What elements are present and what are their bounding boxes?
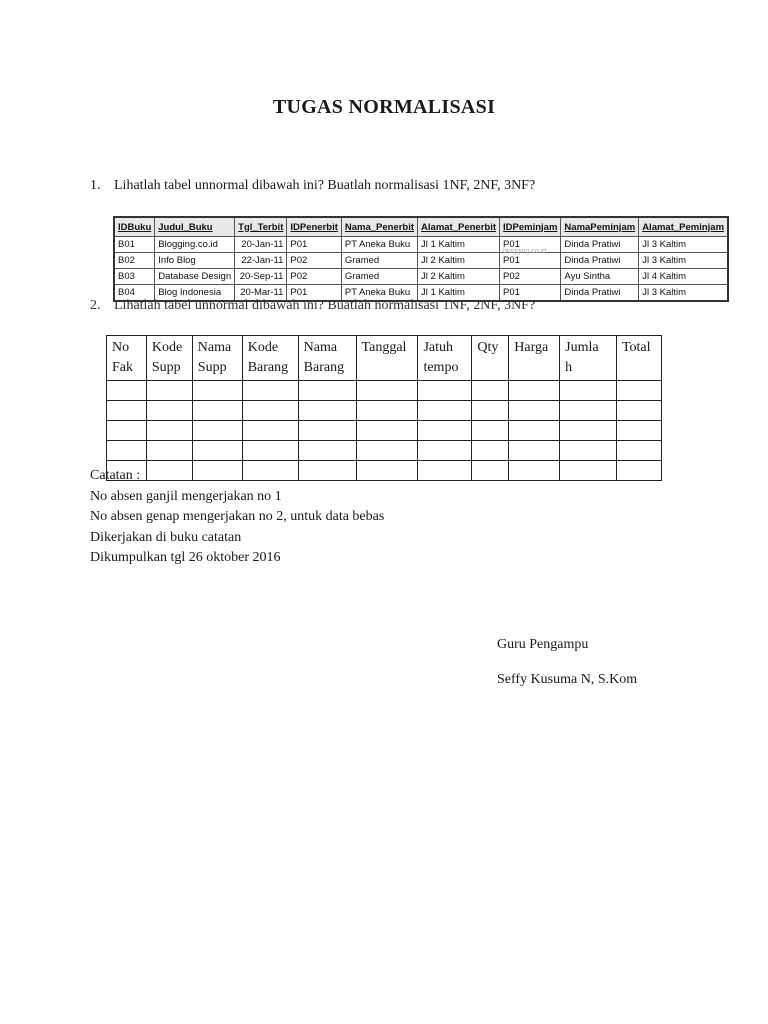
table-cell: P01 — [287, 237, 342, 253]
table-cell: PT Aneka Buku — [341, 285, 417, 302]
signature-name: Seffy Kusuma N, S.Kom — [497, 672, 638, 687]
table-row — [107, 421, 662, 441]
table-2-header-row — [107, 336, 662, 381]
table-cell: B01 — [114, 237, 155, 253]
table-cell: 20-Mar-11 — [235, 285, 287, 302]
table-cell: Database Design — [155, 269, 235, 285]
table-2-header: Jumla h — [560, 336, 617, 381]
note-line: No absen genap mengerjakan no 2, untuk data bebas — [90, 509, 385, 524]
watermark-text: blogging.co.id — [503, 248, 547, 255]
table-2-header: Nama Supp — [192, 336, 242, 381]
table-cell: P01 — [287, 285, 342, 302]
table-cell: 22-Jan-11 — [235, 253, 287, 269]
table-1-header: Alamat_Peminjam — [639, 217, 728, 237]
table-cell: Info Blog — [155, 253, 235, 269]
notes-section — [90, 466, 384, 569]
table-2-header: Jatuh tempo — [418, 336, 472, 381]
table-cell: P02 — [287, 253, 342, 269]
table-cell: Gramed — [341, 253, 417, 269]
table-cell: Dinda Pratiwi — [561, 285, 639, 302]
table-1-header: Judul_Buku — [155, 217, 235, 237]
table-cell: B03 — [114, 269, 155, 285]
table-2-header: Kode Barang — [242, 336, 298, 381]
table-2-header: Nama Barang — [298, 336, 356, 381]
table-row — [114, 269, 728, 285]
table-cell: Jl 3 Kaltim — [639, 237, 728, 253]
table-row — [114, 237, 728, 253]
table-cell: Jl 4 Kaltim — [639, 269, 728, 285]
table-1-header: Nama_Penerbit — [341, 217, 417, 237]
table-cell: Dinda Pratiwi — [561, 237, 639, 253]
table-cell: Jl 3 Kaltim — [639, 253, 728, 269]
question-2-text: Lihatlah tabel unnormal dibawah ini? Buatlah normalisasi 1NF, 2NF, 3NF? — [114, 298, 536, 313]
table-1-header: IDPenerbit — [287, 217, 342, 237]
signature-role: Guru Pengampu — [497, 637, 589, 652]
table-cell: Jl 1 Kaltim — [418, 285, 500, 302]
table-cell: 20-Sep-11 — [235, 269, 287, 285]
table-cell: P02 — [287, 269, 342, 285]
table-cell: Jl 2 Kaltim — [418, 269, 500, 285]
table-row — [114, 253, 728, 269]
table-2-header: Harga — [509, 336, 560, 381]
note-line: Dikerjakan di buku catatan — [90, 529, 242, 545]
table-cell: P01 — [500, 237, 561, 253]
note-line: Dikumpulkan tgl 26 oktober 2016 — [90, 550, 281, 565]
table-cell: P01 — [500, 285, 561, 302]
table-cell: PT Aneka Buku — [341, 237, 417, 253]
blank-table-2 — [106, 335, 662, 481]
question-1-number: 1. — [90, 178, 101, 193]
document-title: TUGAS NORMALISASI — [272, 96, 496, 118]
table-2-header: Total — [616, 336, 661, 381]
table-1-header: IDBuku — [114, 217, 155, 237]
table-1-header: NamaPeminjam — [561, 217, 639, 237]
table-row — [107, 401, 662, 421]
question-1-text: Lihatlah tabel unnormal dibawah ini? Buatlah normalisasi 1NF, 2NF, 3NF? — [114, 178, 536, 193]
table-cell: Gramed — [341, 269, 417, 285]
table-cell: Jl 3 Kaltim — [639, 285, 728, 302]
note-line: No absen ganjil mengerjakan no 1 — [90, 488, 282, 504]
table-row — [107, 381, 662, 401]
table-cell: 20-Jan-11 — [235, 237, 287, 253]
table-cell: Jl 2 Kaltim — [418, 253, 500, 269]
table-1-header: Alamat_Penerbit — [418, 217, 500, 237]
table-1-header-row — [114, 217, 728, 237]
table-1-header: Tgl_Terbit — [235, 217, 287, 237]
question-1 — [90, 178, 535, 194]
table-cell: P01 — [500, 253, 561, 269]
question-2 — [90, 298, 535, 314]
table-2-header: Tanggal — [356, 336, 418, 381]
table-cell: Blogging.co.id — [155, 237, 235, 253]
table-cell: Dinda Pratiwi — [561, 253, 639, 269]
table-1-header: IDPeminjam — [500, 217, 561, 237]
table-cell: Jl 1 Kaltim — [418, 237, 500, 253]
question-2-number: 2. — [90, 298, 101, 313]
notes-heading: Catatan : — [90, 468, 141, 483]
table-cell: Ayu Sintha — [561, 269, 639, 285]
unnormalized-table-1 — [113, 216, 729, 302]
table-2-header: Qty — [472, 336, 509, 381]
table-2-header: Kode Supp — [146, 336, 192, 381]
table-2-header: No Fak — [107, 336, 147, 381]
table-cell: B04 — [114, 285, 155, 302]
table-cell: B02 — [114, 253, 155, 269]
table-row — [107, 441, 662, 461]
table-cell: P02 — [500, 269, 561, 285]
table-cell: Blog Indonesia — [155, 285, 235, 302]
